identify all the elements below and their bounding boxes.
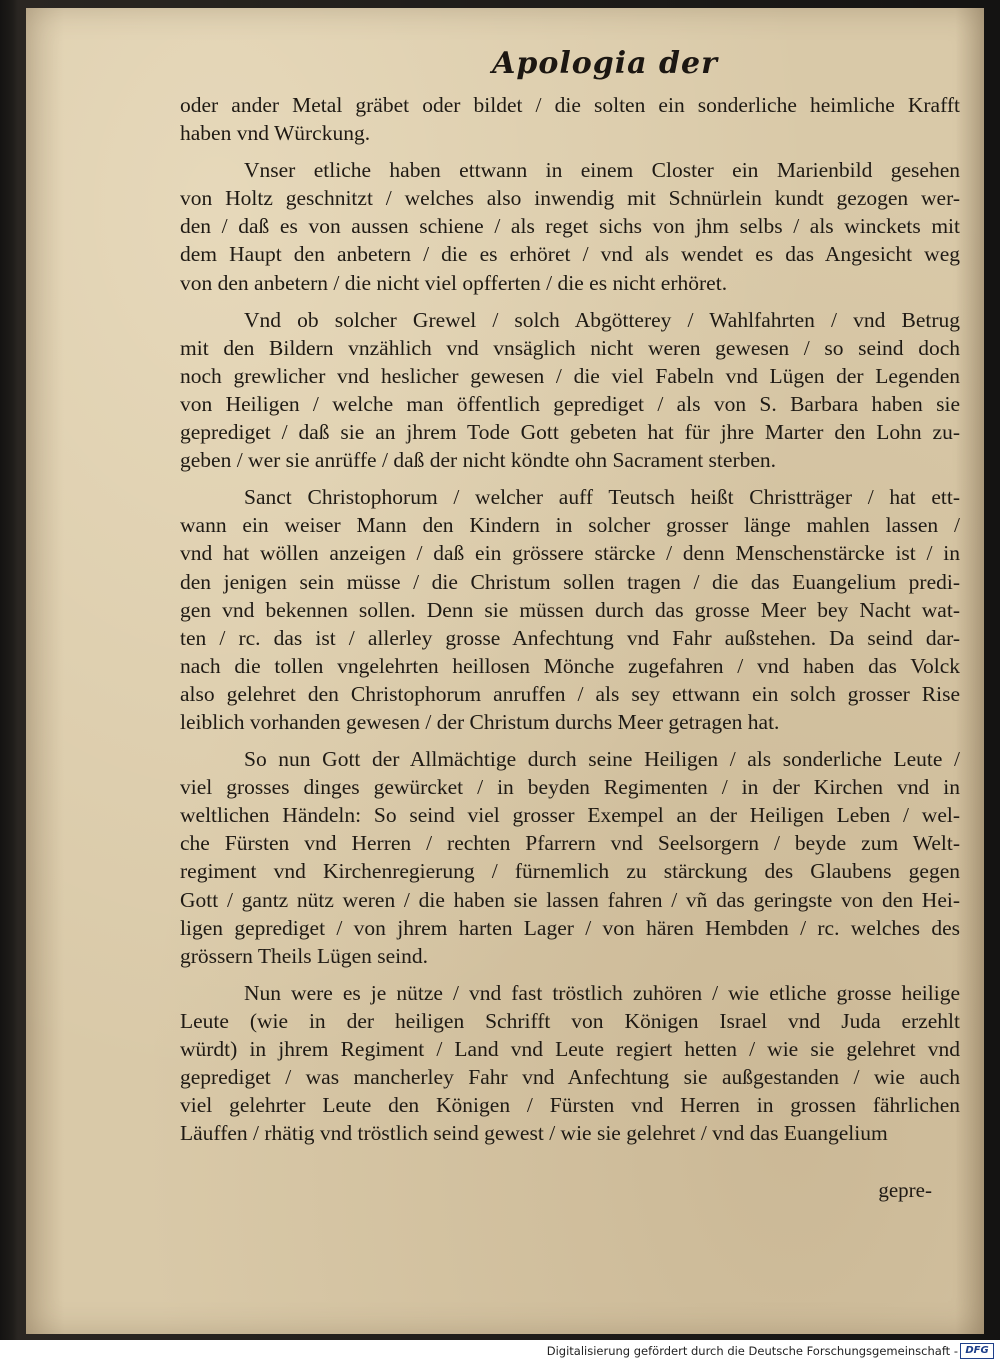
text-line: von Heiligen / welche man öffentlich geprediget / als von S. Barbara haben sie: [180, 391, 960, 416]
text-line: mit den Bildern vnzählich vnd vnsäglich nicht weren gewesen / so seind doch: [180, 335, 960, 360]
text-line: nach die tollen vngelehrten heillosen Mönche zugefahren / vnd haben das Volck: [180, 653, 960, 678]
text-line: weltlichen Händeln: So seind viel grosser Exempel an der Heiligen Leben / wel-: [180, 803, 960, 828]
body-text: [180, 91, 960, 1147]
text-line: den jenigen sein müsse / die Christum sollen tragen / die das Euangelium predi-: [180, 569, 960, 594]
text-line: gen vnd bekennen sollen. Denn sie müssen durch das grosse Meer bey Nacht wat-: [180, 597, 960, 622]
text-line: leiblich vorhanden gewesen / der Christum durchs Meer getragen hat.: [180, 709, 780, 734]
text-line: geprediget / was mancherley Fahr vnd Anfechtung sie außgestanden / wie auch: [180, 1065, 960, 1090]
paragraph: [180, 306, 960, 475]
catchword: gepre-: [878, 1178, 932, 1202]
text-line: vnd hat wöllen anzeigen / daß ein grössere stärcke / denn Menschenstärcke ist / in: [180, 541, 960, 566]
paragraph-gap: [180, 736, 960, 745]
text-line: würdt) in jhrem Regiment / Land vnd Leute regiert hetten / wie sie gelehret vnd: [180, 1037, 960, 1061]
text-line: viel grosses dinges gewürcket / in beyden Regimenten / in der Kirchen vnd in: [180, 775, 960, 800]
paragraph: [180, 979, 960, 1148]
text-line: noch grewlicher vnd heslicher gewesen / die viel Fabeln vnd Lügen der Legenden: [180, 363, 960, 388]
text-line: regiment vnd Kirchenregierung / fürnemlich zu stärckung des Glaubens gegen: [180, 859, 960, 884]
text-line: ligen geprediget / von jhrem harten Lager / von hären Hembden / rc. welches des: [180, 915, 960, 940]
text-line: also gelehret den Christophorum anruffen / als sey ettwann ein solch grosser Rise: [180, 681, 960, 706]
paragraph-gap: [180, 970, 960, 979]
text-line: den / daß es von aussen schiene / als reget sichs von jhm selbs / als winckets mit: [180, 214, 960, 239]
funding-notice: Digitalisierung gefördert durch die Deutsche Forschungsgemeinschaft -: [546, 1344, 958, 1358]
text-line: Vnd ob solcher Grewel / solch Abgötterey / Wahlfahrten / vnd Betrug: [244, 307, 960, 332]
text-line: grössern Theils Lügen seind.: [180, 943, 429, 968]
text-line: ten / rc. das ist / allerley grosse Anfechtung vnd Fahr außstehen. Da seind dar-: [180, 625, 960, 650]
paragraph: [180, 91, 960, 147]
text-line: Sanct Christophorum / welcher auff Teutsch heißt Christträger / hat ett-: [244, 485, 960, 510]
paragraph-gap: [180, 297, 960, 306]
running-head: Apologia der: [492, 46, 718, 81]
dfg-logo: DFG: [960, 1343, 994, 1359]
text-line: wann ein weiser Mann den Kindern in solcher grosser länge mahlen lassen /: [180, 513, 960, 538]
paragraph: [180, 745, 960, 970]
text-line: geben / wer sie anrüffe / daß der nicht köndte ohn Sacrament sterben.: [180, 448, 777, 473]
footer-bar: [0, 1340, 1000, 1361]
text-line: Vnser etliche haben ettwann in einem Closter ein Marienbild gesehen: [244, 158, 960, 183]
text-line: Gott / gantz nütz weren / die haben sie lassen fahren / vñ das geringste von den Hei-: [180, 887, 960, 912]
text-line: oder ander Metal gräbet oder bildet / die solten ein sonderliche heimliche Krafft: [180, 93, 960, 117]
text-line: von Holtz geschnitzt / welches also inwendig mit Schnürlein kundt gezogen wer-: [180, 186, 960, 211]
paragraph-gap: [180, 474, 960, 483]
text-line: haben vnd Würckung.: [180, 121, 371, 146]
text-line: dem Haupt den anbetern / die es erhöret / vnd als wendet es das Angesicht weg: [180, 242, 960, 267]
text-line: Läuffen / rhätig vnd tröstlich seind gewest / wie sie gelehret / vnd das Euangelium: [180, 1121, 888, 1146]
text-line: Leute (wie in der heiligen Schrifft von Königen Israel vnd Juda erzehlt: [180, 1008, 960, 1033]
paragraph-gap: [180, 147, 960, 156]
text-line: Nun were es je nütze / vnd fast tröstlich zuhören / wie etliche grosse heilige: [244, 980, 960, 1005]
text-line: che Fürsten vnd Herren / rechten Pfarrern vnd Seelsorgern / beyde zum Welt-: [180, 831, 960, 856]
text-line: viel gelehrter Leute den Königen / Fürsten vnd Herren in grossen fährlichen: [180, 1093, 960, 1118]
text-line: von den anbetern / die nicht viel opfferten / die es nicht erhöret.: [180, 270, 728, 295]
book-page: [26, 8, 984, 1334]
paragraph: [180, 156, 960, 296]
paragraph: [180, 483, 960, 736]
text-line: geprediget / daß sie an jhrem Tode Gott gebeten hat für jhre Marter den Lohn zu-: [180, 420, 960, 445]
text-line: So nun Gott der Allmächtige durch seine Heiligen / als sonderliche Leute /: [244, 747, 960, 772]
